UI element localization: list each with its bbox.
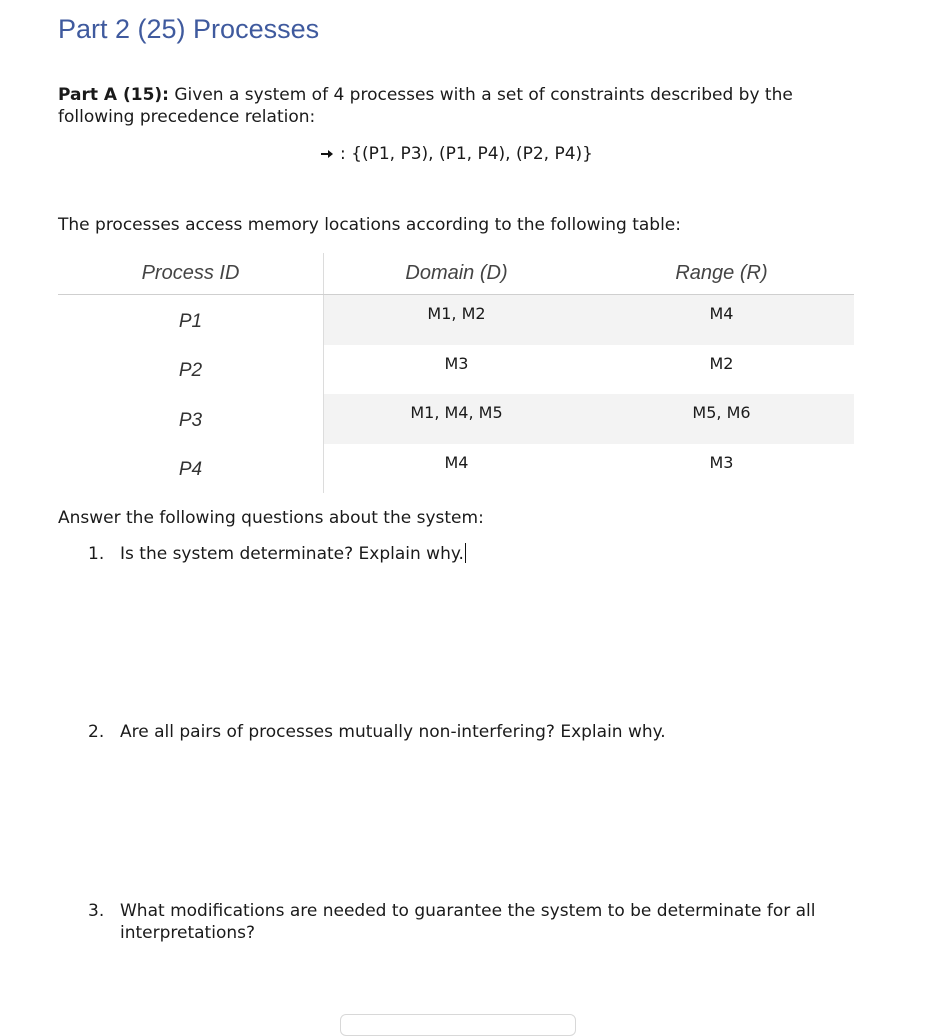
memory-access-table [58, 253, 854, 493]
header-domain: Domain (D) [324, 253, 590, 295]
header-process-id: Process ID [58, 253, 324, 295]
process-id-cell: P4 [58, 444, 324, 494]
table-row [58, 394, 854, 444]
question-text: Are all pairs of processes mutually non-interfering? Explain why. [120, 722, 666, 742]
right-arrow-icon [320, 148, 334, 160]
process-id-cell: P1 [58, 295, 324, 345]
range-cell: M4 [589, 295, 854, 345]
question-text: Is the system determinate? Explain why. [120, 544, 464, 564]
bottom-toolbar-box[interactable] [340, 1014, 576, 1036]
process-id-cell: P2 [58, 345, 324, 395]
part-a-prompt [58, 84, 868, 128]
table-row [58, 444, 854, 494]
range-cell: M5, M6 [589, 394, 854, 444]
domain-cell: M4 [444, 452, 469, 472]
question-number: 2. [88, 722, 105, 742]
part-a-text: Given a system of 4 processes with a set of constraints described by the following precedence relation: [58, 85, 793, 127]
page-title: Part 2 (25) Processes [58, 14, 320, 44]
question-number: 3. [88, 901, 105, 921]
text-cursor [465, 543, 466, 563]
domain-cell: M1, M4, M5 [324, 394, 590, 444]
domain-cell: M3 [444, 353, 469, 373]
table-intro: The processes access memory locations according to the following table: [58, 215, 681, 235]
domain-cell: M1, M2 [324, 295, 590, 345]
precedence-set: : {(P1, P3), (P1, P4), (P2, P4)} [340, 144, 593, 164]
header-range: Range (R) [589, 253, 854, 295]
range-cell: M3 [709, 452, 734, 472]
range-cell: M2 [709, 353, 734, 373]
table-row [58, 345, 854, 395]
table-row [58, 295, 854, 345]
precedence-relation [320, 144, 593, 164]
question-1[interactable] [88, 543, 828, 565]
part-a-label: Part A (15): [58, 85, 169, 105]
process-id-cell: P3 [58, 394, 324, 444]
question-text: What modifications are needed to guarantee the system to be determinate for all interpretations? [120, 901, 816, 943]
question-number: 1. [88, 544, 105, 564]
table-header-row [58, 253, 854, 295]
questions-intro: Answer the following questions about the system: [58, 508, 484, 528]
question-2[interactable] [88, 721, 828, 743]
question-3[interactable] [88, 900, 828, 944]
